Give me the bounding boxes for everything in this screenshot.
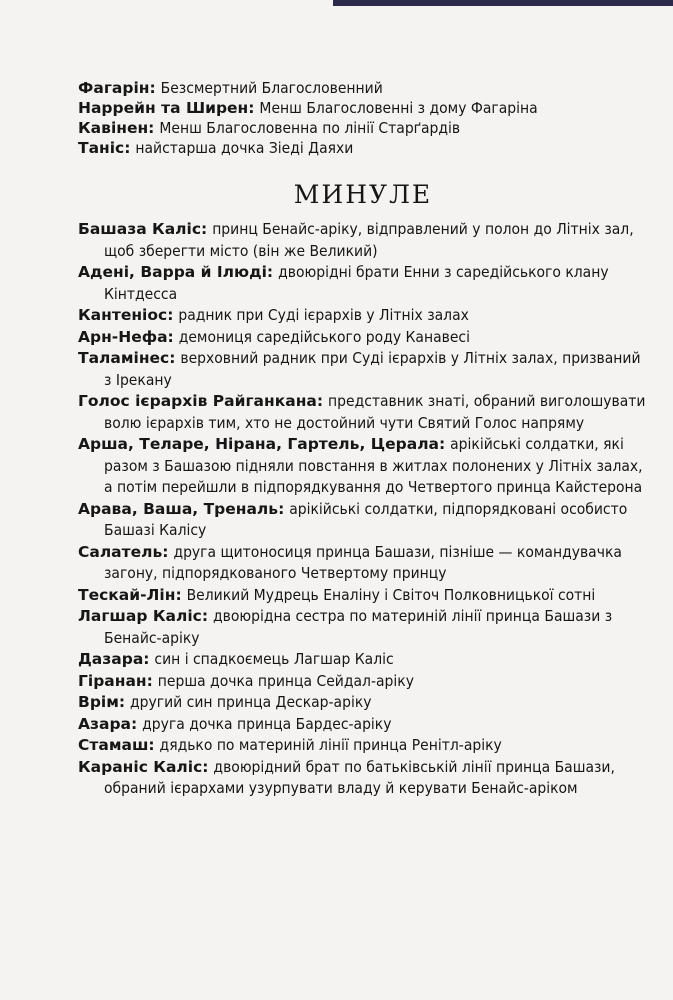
entry-name: Лагшар Каліс: [78, 607, 209, 625]
entry-description: Менш Благословенні з дому Фагаріна [259, 99, 538, 117]
list-item [78, 735, 648, 757]
entry-description: другий син принца Дескар-аріку [130, 693, 372, 711]
entry-description: двоюрідний брат по батьківській лінії принца Башази, обраний ієрархами узурпувати владу й керувати Бенайс-аріком [104, 757, 615, 797]
entry-description: арікійські солдатки, які разом з Башазою підняли повстання в житлах полонених у Літніх залах, а потім перейшли в підпорядкування до Четвертого принца Кайстерона [104, 435, 643, 496]
entry-description: найстарша дочка Зіеді Даяхи [135, 139, 354, 157]
list-item [78, 585, 648, 607]
list-item [78, 327, 648, 349]
list-item [78, 714, 648, 736]
list-item [78, 757, 648, 800]
entry-description: радник при Суді ієрархів у Літніх залах [178, 306, 469, 324]
list-item [78, 649, 648, 671]
entry-description: арікійські солдатки, підпорядковані особисто Башазі Калісу [104, 499, 628, 539]
section-title: МИНУЛЕ [293, 180, 433, 209]
entry-name: Голос ієрархів Райганкана: [78, 392, 324, 410]
entry-name: Фагарін: [78, 79, 156, 97]
list-item [78, 391, 648, 434]
entry-name: Азара: [78, 714, 138, 733]
past-list [78, 219, 648, 800]
list-item [78, 78, 648, 98]
entry-name: Салатель: [78, 542, 169, 561]
list-item [78, 671, 648, 693]
list-item [78, 434, 648, 499]
list-item [78, 606, 648, 649]
entry-description: дядько по материній лінії принца Ренітл-аріку [159, 736, 502, 754]
list-item [78, 348, 648, 391]
list-item [78, 542, 648, 585]
list-item [78, 138, 648, 158]
entry-name: Стамаш: [78, 736, 155, 754]
list-item [78, 262, 648, 305]
entry-description: перша дочка принца Сейдал-аріку [157, 671, 414, 690]
book-page [78, 78, 648, 800]
list-item [78, 98, 648, 118]
entry-name: Арава, Ваша, Треналь: [78, 499, 285, 518]
entry-description: двоюрідна сестра по материній лінії принца Башази з Бенайс-аріку [104, 607, 613, 647]
entry-description: Безсмертний Благословенний [160, 79, 383, 97]
entry-name: Тескай-Лін: [78, 585, 182, 604]
entry-name: Таламінес: [78, 349, 176, 367]
list-item [78, 499, 648, 542]
entry-description: друга дочка принца Бардес-аріку [142, 714, 392, 733]
entry-description: син і спадкоємець Лагшар Каліс [154, 650, 394, 668]
list-item [78, 219, 648, 262]
entry-name: Врім: [78, 693, 126, 711]
entry-name: Арн-Нефа: [78, 327, 174, 346]
entry-description: верховний радник при Суді ієрархів у Літніх залах, призваний з Ірекану [104, 349, 641, 389]
entry-description: Менш Благословенна по лінії Старґардів [159, 119, 461, 137]
entry-name: Адені, Варра й Ілюді: [78, 263, 274, 281]
entry-name: Арша, Теларе, Нірана, Гартель, Церала: [78, 435, 446, 453]
entry-description: друга щитоносиця принца Башази, пізніше — командувачка загону, підпорядкованого Четвертому принцу [104, 542, 622, 582]
entry-description: Великий Мудрець Еналіну і Світоч Полковницької сотні [186, 585, 596, 604]
page-top-edge [333, 0, 673, 6]
entry-name: Башаза Каліс: [78, 220, 208, 238]
entry-name: Кавінен: [78, 119, 155, 137]
entry-name: Таніс: [78, 139, 131, 157]
entry-description: двоюрідні брати Енни з саредійського клану Кінтдесса [104, 263, 609, 303]
list-item [78, 692, 648, 714]
entry-description: принц Бенайс-аріку, відправлений у полон до Літніх зал, щоб зберегти місто (він же Великий) [104, 220, 634, 260]
entry-description: демониця саредійського роду Канавесі [178, 327, 470, 346]
list-item [78, 118, 648, 138]
entry-name: Кантеніос: [78, 306, 174, 324]
intro-list [78, 78, 648, 158]
entry-name: Гіранан: [78, 671, 153, 690]
entry-name: Дазара: [78, 650, 150, 668]
list-item [78, 305, 648, 327]
entry-name: Караніс Каліс: [78, 757, 209, 776]
entry-description: представник знаті, обраний виголошувати волю ієрархів тим, хто не достойний чути Святий Голос напряму [104, 392, 646, 432]
entry-name: Наррейн та Ширен: [78, 99, 255, 117]
